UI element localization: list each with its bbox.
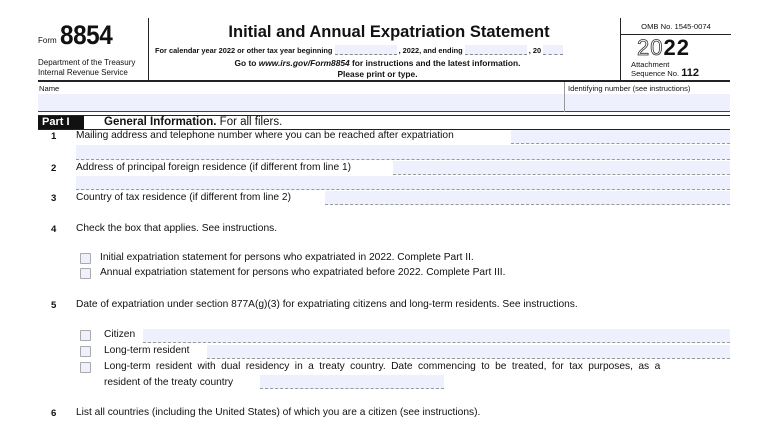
tax-year-begin-field[interactable] bbox=[335, 45, 397, 55]
line-number: 4 bbox=[51, 224, 57, 235]
line6-label: List all countries (including the United States) of which you are a citizen (see instructions). bbox=[76, 407, 481, 418]
part1-header bbox=[38, 115, 730, 130]
part-title bbox=[104, 116, 282, 129]
annual-statement-checkbox[interactable] bbox=[80, 268, 91, 279]
line2-field-b[interactable] bbox=[76, 176, 730, 190]
citizen-checkbox[interactable] bbox=[80, 330, 91, 341]
line-number: 5 bbox=[51, 300, 57, 311]
attachment-label: Attachment bbox=[631, 60, 670, 69]
line2-label: Address of principal foreign residence (if different from line 1) bbox=[76, 162, 352, 173]
goto-suffix: for instructions and the latest information. bbox=[349, 58, 521, 68]
long-term-resident-checkbox[interactable] bbox=[80, 346, 91, 357]
part-title-bold: General Information. bbox=[104, 116, 217, 128]
line-number: 6 bbox=[51, 408, 57, 419]
line4-label: Check the box that applies. See instructions. bbox=[76, 223, 278, 234]
form-word: Form bbox=[38, 36, 57, 45]
tax-year bbox=[637, 35, 690, 61]
form-number: 8854 bbox=[60, 20, 113, 50]
line-number: 3 bbox=[51, 193, 57, 204]
citizen-label: Citizen bbox=[104, 329, 136, 340]
line5-label: Date of expatriation under section 877A(g)(3) for expatriating citizens and long-term residents. See instructions. bbox=[76, 299, 578, 310]
part-label: Part I bbox=[38, 116, 84, 129]
long-term-resident-date-field[interactable] bbox=[207, 345, 730, 359]
goto-prefix: Go to bbox=[234, 58, 259, 68]
name-label: Name bbox=[39, 84, 60, 93]
line-number: 1 bbox=[51, 131, 57, 142]
tax-year-end-year-field[interactable] bbox=[543, 45, 563, 55]
initial-statement-checkbox[interactable] bbox=[80, 253, 91, 264]
agency-name: Internal Revenue Service bbox=[38, 68, 128, 77]
part-title-rest: For all filers. bbox=[216, 116, 283, 128]
id-number-label: Identifying number (see instructions) bbox=[568, 84, 691, 93]
tax-year-end-field[interactable] bbox=[465, 45, 527, 55]
year-outline: 20 bbox=[637, 35, 664, 60]
name-row bbox=[38, 82, 730, 112]
sequence-number: 112 bbox=[681, 67, 700, 79]
print-note: Please print or type. bbox=[337, 69, 418, 79]
tax-year-line bbox=[155, 45, 563, 55]
attachment-sequence bbox=[631, 60, 699, 78]
line2-field-a[interactable] bbox=[393, 161, 730, 175]
dual-residency-checkbox[interactable] bbox=[80, 362, 91, 373]
tax-year-mid: , 2022, and ending bbox=[398, 46, 463, 55]
year-bold: 22 bbox=[663, 35, 690, 60]
annual-statement-label: Annual expatriation statement for persons who expatriated before 2022. Complete Part III. bbox=[100, 267, 506, 278]
line3-field[interactable] bbox=[325, 191, 730, 205]
tax-year-prefix: For calendar year 2022 or other tax year beginning bbox=[155, 46, 333, 55]
dual-residency-label: Long-term resident with dual residency in a treaty country. Date commencing to be treated, for tax purposes, as a bbox=[104, 361, 661, 372]
sequence-label: Sequence No. bbox=[631, 69, 680, 78]
name-field[interactable] bbox=[38, 94, 564, 111]
form-header bbox=[38, 18, 730, 82]
department-name: Department of the Treasury bbox=[38, 58, 136, 67]
irs-url-link[interactable]: www.irs.gov/Form8854 bbox=[258, 58, 350, 68]
department-block bbox=[38, 58, 135, 78]
line1-label: Mailing address and telephone number where you can be reached after expatriation bbox=[76, 130, 454, 141]
line3-label: Country of tax residence (if different from line 2) bbox=[76, 192, 291, 203]
line1-field-a[interactable] bbox=[511, 130, 730, 144]
tax-year-suffix: , 20 bbox=[528, 46, 542, 55]
citizen-date-field[interactable] bbox=[143, 329, 730, 343]
form-title: Initial and Annual Expatriation Statement bbox=[228, 23, 550, 41]
omb-number: OMB No. 1545-0074 bbox=[621, 22, 731, 35]
id-number-field[interactable] bbox=[565, 94, 730, 111]
instructions-line bbox=[155, 58, 600, 68]
line-number: 2 bbox=[51, 163, 57, 174]
omb-block bbox=[620, 18, 730, 80]
treaty-date-field[interactable] bbox=[260, 375, 444, 389]
initial-statement-label: Initial expatriation statement for persons who expatriated in 2022. Complete Part II. bbox=[100, 252, 474, 263]
form-id-block bbox=[38, 18, 149, 80]
line1-field-b[interactable] bbox=[76, 145, 730, 160]
dual-residency-label-cont: resident of the treaty country bbox=[104, 377, 234, 388]
long-term-resident-label: Long-term resident bbox=[104, 345, 190, 356]
